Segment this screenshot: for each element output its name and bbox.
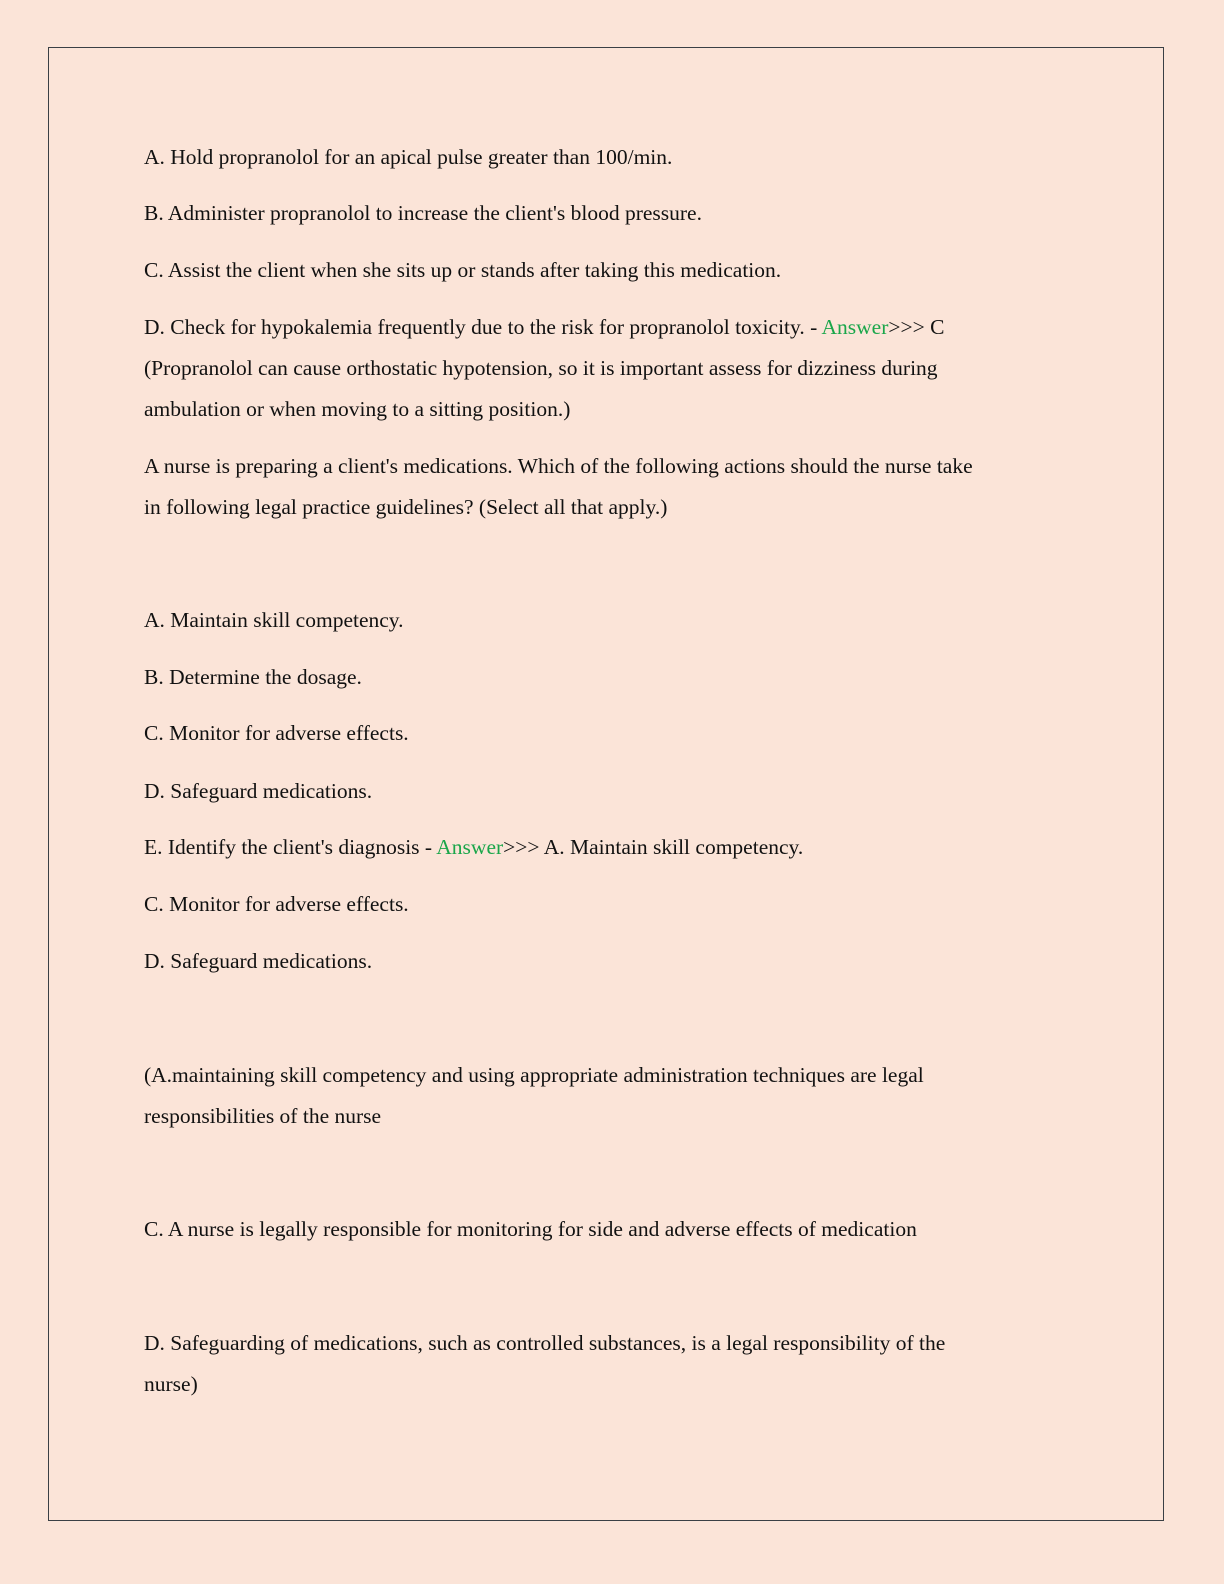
q1-answer-label: Answer (821, 315, 889, 339)
q1-answer-value: >>> C (888, 315, 945, 339)
q1-rationale-line1: (Propranolol can cause orthostatic hypotension, so it is important assess for dizziness during (144, 356, 938, 380)
q1-option-b: B. Administer propranolol to increase the client's blood pressure. (144, 201, 702, 225)
q1-rationale-line2: ambulation or when moving to a sitting position.) (144, 397, 571, 421)
q1-option-c: C. Assist the client when she sits up or stands after taking this medication. (144, 258, 782, 282)
q2-stem-line2: in following legal practice guidelines? (Select all that apply.) (144, 495, 668, 519)
q2-answer-c: C. Monitor for adverse effects. (144, 892, 409, 916)
q2-rationale-a-line1: (A.maintaining skill competency and using appropriate administration techniques are legal (144, 1063, 924, 1087)
q2-option-d: D. Safeguard medications. (144, 779, 373, 803)
q1-option-a: A. Hold propranolol for an apical pulse greater than 100/min. (144, 145, 673, 169)
q1-option-d-text: D. Check for hypokalemia frequently due to the risk for propranolol toxicity. - (144, 315, 822, 339)
q2-option-b: B. Determine the dosage. (144, 665, 362, 689)
q2-rationale-a-line2: responsibilities of the nurse (144, 1104, 382, 1128)
q1-option-d (144, 307, 944, 348)
q2-option-a: A. Maintain skill competency. (144, 608, 404, 632)
q2-option-e-text: E. Identify the client's diagnosis - (144, 835, 437, 859)
q2-answer-d: D. Safeguard medications. (144, 949, 373, 973)
q2-rationale-d-line2: nurse) (144, 1372, 198, 1396)
q2-answer-label: Answer (436, 835, 504, 859)
q2-option-c: C. Monitor for adverse effects. (144, 721, 409, 745)
q2-answer-value: >>> A. Maintain skill competency. (503, 835, 804, 859)
q2-rationale-c: C. A nurse is legally responsible for monitoring for side and adverse effects of medication (144, 1217, 917, 1241)
q2-option-e (144, 827, 803, 868)
q2-stem-line1: A nurse is preparing a client's medications. Which of the following actions should the nurse take (144, 454, 973, 478)
q2-rationale-d-line1: D. Safeguarding of medications, such as controlled substances, is a legal responsibility of the (144, 1331, 946, 1355)
